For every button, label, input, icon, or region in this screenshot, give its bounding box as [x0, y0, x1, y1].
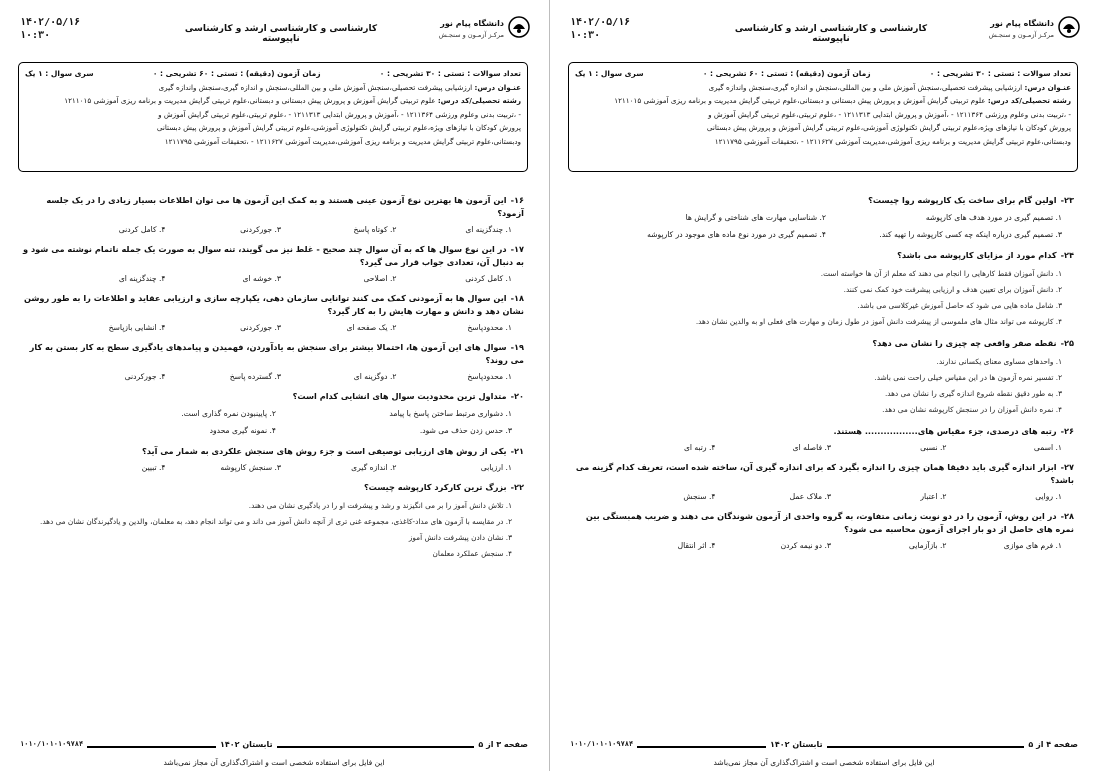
option-4: ۴. نمونه گیری محدود: [209, 426, 276, 435]
option-3: ۳. سنجش کارپوشه: [220, 463, 281, 472]
question-22: [20, 481, 526, 565]
logo-center-name: مرکـز آزمـون و سنجـش: [438, 31, 504, 39]
question-27: [570, 461, 1076, 506]
field-label: رشته تحصیلی/کد درس:: [437, 96, 521, 106]
question-stem: سوال های این آزمون ها، احتمالا بیشتر برای سنجش به یادآوردن، فهمیدن و پیامدهای یادگیری سطح به کار بستن به کار می روند؟: [29, 342, 524, 365]
question-stem: رتبه های درصدی، جزء مقیاس های................. هستند.: [833, 426, 1057, 436]
question-20: [20, 390, 526, 441]
option-1: ۱. دشواری مرتبط ساختن پاسخ با پیامد: [389, 409, 512, 418]
question-stem: در این نوع سوال ها که به آن سوال چند صحیح - غلط نیز می گویند، تنه سوال به صورت یک جمله ناتمام نوشته می شود و به دنبال آن، تعدادی جواب قرار می گیرد؟: [23, 244, 524, 267]
question-16: [20, 194, 526, 239]
question-number: ۲۰-: [510, 391, 524, 401]
options: [570, 207, 1076, 245]
exam-time: ۱۰:۳۰: [570, 30, 601, 41]
question-stem: ابزار اندازه گیری باید دقیقا همان چیزی را اندازه بگیرد که برای اندازه گیری آن، ساخته شده است، تعریف کدام گزینه می باشد؟: [575, 462, 1074, 485]
question-number: ۲۱-: [510, 446, 524, 456]
option-3: ۳. به طور دقیق نقطه شروع اندازه گیری را نشان می دهد.: [884, 389, 1062, 398]
course-title-line: [25, 81, 521, 95]
question-number: ۲۳-: [1060, 195, 1074, 205]
question-28: [570, 510, 1076, 555]
options: [20, 367, 526, 386]
question-stem: این آزمون ها بهترین نوع آزمون عینی هستند و به کمک این آزمون ها می توان اطلاعات بسیار زیادی را در یک جلسه آزمود؟: [46, 195, 524, 218]
question-counts: تعداد سوالات : تستی : ۳۰ تشریحی : ۰: [929, 69, 1071, 78]
options: [570, 262, 1076, 333]
option-1: ۱. ارزیابی: [480, 463, 512, 472]
page-number: صفحه ۴ از ۵: [1024, 740, 1082, 749]
question-stem: این سوال ها به آزمودنی کمک می کنند توانایی سازمان دهی، یکپارچه سازی و ارزیابی عقاید و اطلاعات را به طور روشن نشان دهد و دانش و مهارت هایش را به کار گیرد؟: [23, 293, 524, 316]
option-1: ۱. محدودپاسخ: [467, 372, 512, 381]
page-header: [16, 4, 532, 56]
question-number: ۲۲-: [510, 482, 524, 492]
exam-info-row: [25, 67, 521, 81]
option-2: ۲. اعتبار: [920, 492, 947, 501]
option-2: ۲. شناسایی مهارت های شناختی و گرایش ها: [685, 213, 826, 222]
question-number: ۱۶-: [510, 195, 524, 205]
page-footer: [566, 740, 1082, 754]
option-3: ۳. خوشه ای: [242, 274, 281, 283]
option-4: ۴. تبیین: [141, 463, 166, 472]
page-header: [566, 4, 1082, 56]
field-value-3: پرورش کودکان با نیازهای ویژه،علوم تربیتی گرایش تکنولوژی آموزشی،علوم تربیتی گرایش آموزش و پرورش پیش دبستانی: [156, 123, 521, 133]
option-4: ۴. نمره دانش آموزان را در سنجش کارپوشه نشان می دهد.: [882, 405, 1062, 414]
question-number: ۱۸-: [510, 293, 524, 303]
question-25: [570, 337, 1076, 421]
field-value-2: - ،تربیت بدنی وعلوم ورزشی ۱۲۱۱۳۶۴ - ،آموزش و پرورش ابتدایی ۱۲۱۱۳۱۳ - ،علوم تربیتی،علوم تربیتی گرایش آموزش و: [708, 109, 1071, 119]
option-1: ۱. کامل کردنی: [465, 274, 512, 283]
exam-time: ۱۰:۳۰: [20, 30, 51, 41]
exam-date-time: [570, 16, 630, 42]
option-4: ۴. اثر انتقال: [677, 541, 716, 550]
questions-list: [20, 194, 526, 569]
exam-date-time: [20, 16, 80, 42]
question-number: ۱۹-: [510, 342, 524, 352]
option-1: ۱. روایی: [1035, 492, 1062, 501]
logo-center-name: مرکـز آزمـون و سنجـش: [988, 31, 1054, 39]
option-2: ۲. دوگزینه ای: [353, 372, 397, 381]
option-2: ۲. یک صفحه ای: [346, 323, 397, 332]
university-logo: [414, 16, 530, 46]
exam-page-3: [16, 4, 532, 767]
options: [570, 350, 1076, 421]
option-1: ۱. چندگزینه ای: [465, 225, 512, 234]
option-4: ۴. جورکردنی: [124, 372, 166, 381]
option-2: ۲. بازآزمایی: [908, 541, 947, 550]
copyright-note: این فایل برای استفاده شخصی است و اشتراک‌گذاری آن مجاز نمی‌باشد: [713, 758, 935, 767]
exam-page-4: [566, 4, 1082, 767]
question-number: ۲۸-: [1060, 511, 1074, 521]
course-label: عنـوان درس:: [1024, 82, 1071, 92]
options: [20, 458, 526, 477]
exam-title: کارشناسی و کارشناسی ارشد و کارشناسی ناپیوسته: [734, 24, 928, 44]
option-1: ۱. فرم های موازی: [1003, 541, 1062, 550]
option-4: ۴. رتبه ای: [683, 443, 716, 452]
options: [570, 487, 1076, 506]
question-24: [570, 249, 1076, 333]
option-1: ۱. اسمی: [1033, 443, 1062, 452]
option-2: ۲. اصلاحی: [363, 274, 397, 283]
exam-term: تابستان ۱۴۰۲: [216, 740, 277, 749]
option-3: ۳. تصمیم گیری درباره اینکه چه کسی کارپوشه را تهیه کند.: [879, 230, 1062, 239]
options: [570, 438, 1076, 457]
option-3: ۳. جورکردنی: [240, 225, 281, 234]
question-number: ۲۴-: [1060, 250, 1074, 260]
exam-code: ۱۰۱۰/۱۰۱۰۱۰۹۷۸۴: [566, 740, 637, 748]
exam-term: تابستان ۱۴۰۲: [766, 740, 827, 749]
options: [20, 318, 526, 337]
option-2: ۲. دانش آموزان برای تعیین هدف و ارزیابی پیشرفت خود کمک نمی کنند.: [843, 285, 1062, 294]
options: [20, 269, 526, 288]
field-value-4: ودبستانی،علوم تربیتی گرایش مدیریت و برنامه ریزی آموزشی،مدیریت آموزشی ۱۲۱۱۶۲۷ - ،تحقیقات آموزشی ۱۲۱۱۷۹۵: [164, 136, 521, 146]
course-label: عنـوان درس:: [474, 82, 521, 92]
option-3: ۳. ملاک عمل: [789, 492, 831, 501]
question-26: [570, 425, 1076, 457]
option-3: ۳. نشان دادن پیشرفت دانش آموز: [408, 533, 512, 542]
option-2: ۲. کوتاه پاسخ: [353, 225, 397, 234]
page-footer: [16, 740, 532, 754]
option-1: ۱. تصمیم گیری در مورد هدف های کارپوشه: [925, 213, 1062, 222]
field-value-4: ودبستانی،علوم تربیتی گرایش مدیریت و برنامه ریزی آموزشی،مدیریت آموزشی ۱۲۱۱۶۲۷ - ،تحقیقات آموزشی ۱۲۱۱۷۹۵: [714, 136, 1071, 146]
option-4: ۴. سنجش: [683, 492, 716, 501]
field-value-1: علوم تربیتی گرایش آموزش و پرورش پیش دبستانی و دبستانی،علوم تربیتی گرایش مدیریت و برنامه ریزی آموزشی ۱۲۱۱۰۱۵: [614, 96, 986, 106]
option-3: ۳. شامل ماده هایی می شود که حاصل آموزش غیرکلاسی می باشد.: [857, 301, 1062, 310]
logo-emblem-icon: [1058, 16, 1080, 38]
option-1: ۱. واحدهای مساوی معنای یکسانی ندارند.: [936, 357, 1062, 366]
exam-code: ۱۰۱۰/۱۰۱۰۱۰۹۷۸۴: [16, 740, 87, 748]
options: [20, 220, 526, 239]
field-value-3: پرورش کودکان با نیازهای ویژه،علوم تربیتی گرایش تکنولوژی آموزشی،علوم تربیتی گرایش آموزش و پرورش پیش دبستانی: [706, 123, 1071, 133]
option-4: ۴. سنجش عملکرد معلمان: [432, 549, 512, 558]
question-series: سری سوال : ۱ یک: [575, 69, 644, 78]
question-counts: تعداد سوالات : تستی : ۳۰ تشریحی : ۰: [379, 69, 521, 78]
exam-date: ۱۴۰۲/۰۵/۱۶: [570, 17, 631, 28]
page-divider: [549, 0, 550, 771]
question-18: [20, 292, 526, 337]
question-number: ۲۶-: [1060, 426, 1074, 436]
question-17: [20, 243, 526, 288]
logo-emblem-icon: [508, 16, 530, 38]
options: [570, 536, 1076, 555]
exam-duration: زمان آزمون (دقیقه) : تستی : ۶۰ تشریحی : ۰: [152, 69, 321, 78]
option-1: ۱. تلاش دانش آموز را بر می انگیزند و رشد و پیشرفت او را در یادگیری نشان می دهند.: [248, 501, 512, 510]
field-value-2: - ،تربیت بدنی وعلوم ورزشی ۱۲۱۱۳۶۴ - ،آموزش و پرورش ابتدایی ۱۲۱۱۳۱۳ - ،علوم تربیتی،علوم تربیتی گرایش آموزش و: [158, 109, 521, 119]
field-line: [575, 94, 1071, 108]
option-3: ۳. گسترده پاسخ: [229, 372, 281, 381]
option-4: ۴. انشایی بازپاسخ: [108, 323, 166, 332]
university-logo: [964, 16, 1080, 46]
exam-date: ۱۴۰۲/۰۵/۱۶: [20, 17, 81, 28]
course-value: ارزشیابی پیشرفت تحصیلی،سنجش آموزش ملی و بین المللی،سنجش و اندازه گیری،سنجش واندازه گیری: [708, 82, 1023, 92]
question-stem: کدام مورد از مزایای کارپوشه می باشد؟: [897, 250, 1057, 260]
field-label: رشته تحصیلی/کد درس:: [987, 96, 1071, 106]
question-23: [570, 194, 1076, 245]
question-stem: یکی از روش های ارزیابی توصیفی است و جزء روش های سنجش علکردی به شمار می آید؟: [142, 446, 507, 456]
option-3: ۳. جورکردنی: [240, 323, 281, 332]
option-3: ۳. دو نیمه کردن: [780, 541, 831, 550]
question-number: ۲۵-: [1060, 338, 1074, 348]
exam-info-box: [18, 62, 528, 172]
options: [20, 403, 526, 441]
option-3: ۳. فاصله ای: [792, 443, 831, 452]
copyright-note: این فایل برای استفاده شخصی است و اشتراک‌گذاری آن مجاز نمی‌باشد: [163, 758, 385, 767]
exam-title: کارشناسی و کارشناسی ارشد و کارشناسی ناپیوسته: [184, 24, 378, 44]
question-number: ۱۷-: [510, 244, 524, 254]
field-value-1: علوم تربیتی گرایش آموزش و پرورش پیش دبستانی و دبستانی،علوم تربیتی گرایش مدیریت و برنامه ریزی آموزشی ۱۲۱۱۰۱۵: [64, 96, 436, 106]
option-4: ۴. چندگزینه ای: [118, 274, 166, 283]
option-2: ۲. پایینبودن نمره گذاری است.: [181, 409, 276, 418]
option-2: ۲. تفسیر نمره آزمون ها در این مقیاس خیلی راحت نمی باشد.: [874, 373, 1062, 382]
option-1: ۱. دانش آموزان فقط کارهایی را انجام می دهند که معلم از آن ها خواسته است.: [820, 269, 1062, 278]
option-2: ۲. در مقایسه با آزمون های مداد-کاغذی، مجموعه غنی تری از آنچه دانش آموز می داند و می تواند انجام دهد، به معلمان، والدین و یادگیرندگان نشان می دهد.: [40, 517, 512, 526]
exam-duration: زمان آزمون (دقیقه) : تستی : ۶۰ تشریحی : ۰: [702, 69, 871, 78]
exam-info-row: [575, 67, 1071, 81]
course-value: ارزشیابی پیشرفت تحصیلی،سنجش آموزش ملی و بین المللی،سنجش و اندازه گیری،سنجش واندازه گیری: [158, 82, 473, 92]
option-2: ۲. نسبی: [920, 443, 947, 452]
option-3: ۳. حدس زدن حذف می شود.: [419, 426, 512, 435]
question-19: [20, 341, 526, 386]
question-number: ۲۷-: [1060, 462, 1074, 472]
option-2: ۲. اندازه گیری: [351, 463, 397, 472]
logo-university-name: دانشگاه پیام نور: [440, 19, 504, 28]
option-4: ۴. تصمیم گیری در مورد نوع ماده های موجود در کارپوشه: [647, 230, 826, 239]
questions-list: [570, 194, 1076, 559]
question-series: سری سوال : ۱ یک: [25, 69, 94, 78]
options: [20, 494, 526, 565]
question-stem: اولین گام برای ساخت یک کارپوشه روا چیست؟: [868, 195, 1057, 205]
question-stem: نقطه صفر واقعی چه چیزی را نشان می دهد؟: [872, 338, 1057, 348]
logo-university-name: دانشگاه پیام نور: [990, 19, 1054, 28]
option-4: ۴. کارپوشه می تواند مثال های ملموسی از پیشرفت دانش آموز در طول زمان و مهارت های فعلی او به والدین نشان دهد.: [695, 317, 1062, 326]
question-stem: متداول ترین محدودیت سوال های انشایی کدام است؟: [292, 391, 507, 401]
page-number: صفحه ۳ از ۵: [474, 740, 532, 749]
course-title-line: [575, 81, 1071, 95]
question-stem: در این روش، آزمون را در دو نوبت زمانی متفاوت، به گروه واحدی از آزمون شوندگان می دهند و ضریب همبستگی بین نمره های حاصل از دو بار اجرای آزمون محاسبه می شود؟: [585, 511, 1074, 534]
option-1: ۱. محدودپاسخ: [467, 323, 512, 332]
question-21: [20, 445, 526, 477]
option-4: ۴. کامل کردنی: [118, 225, 166, 234]
field-line: [25, 94, 521, 108]
question-stem: بزرگ ترین کارکرد کارپوشه چیست؟: [363, 482, 507, 492]
exam-info-box: [568, 62, 1078, 172]
